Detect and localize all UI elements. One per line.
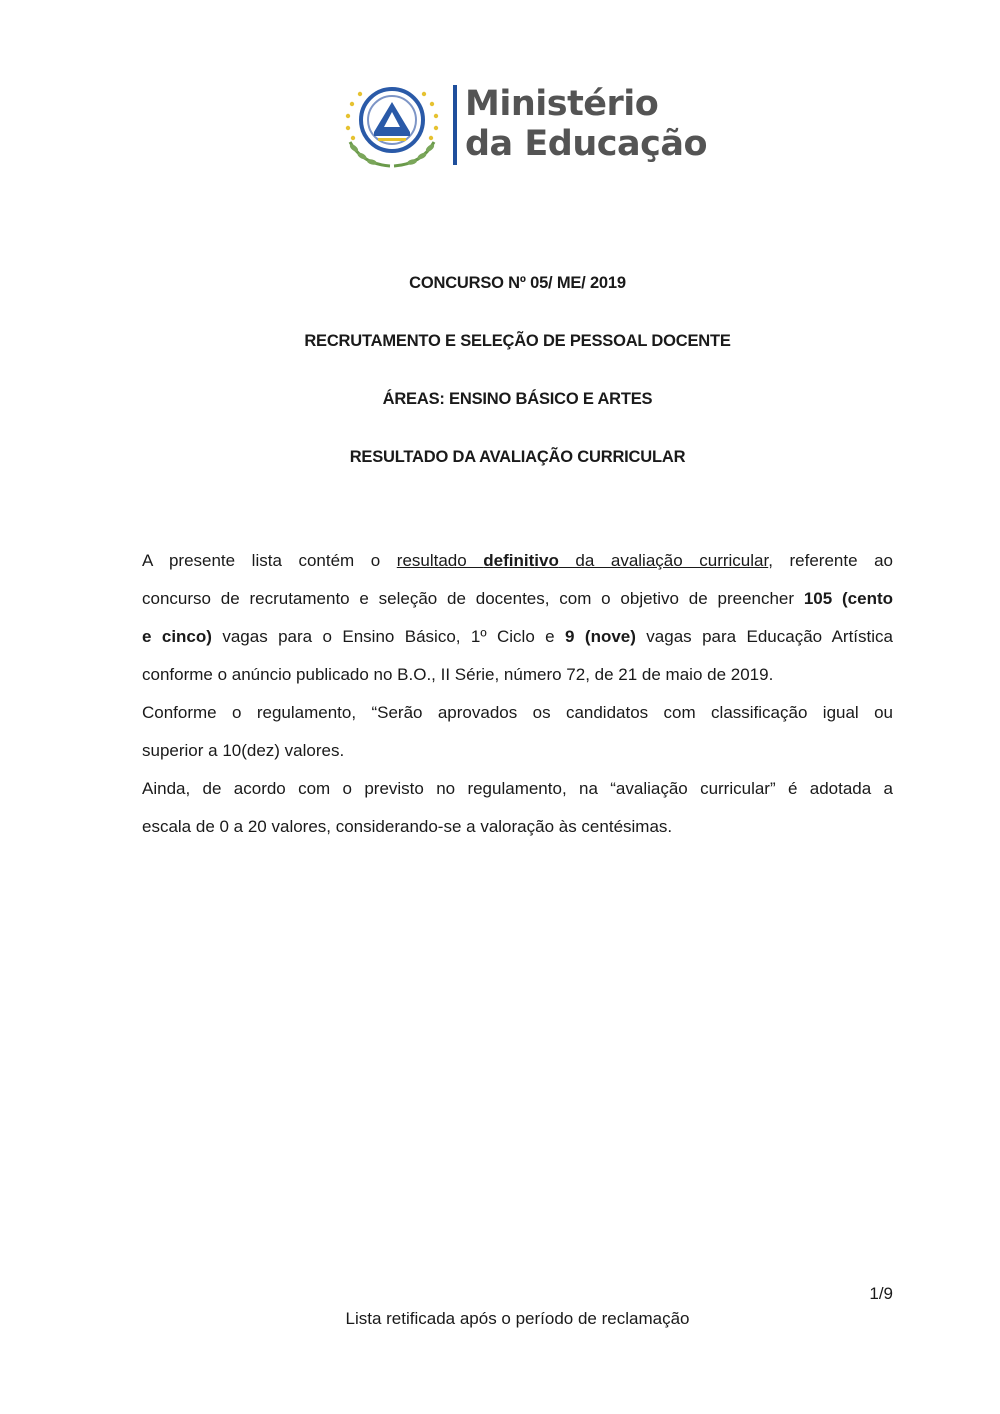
paragraph-1-line-1 [142,542,893,580]
paragraph-1-line-4: conforme o anúncio publicado no B.O., II Série, número 72, de 21 de maio de 2019. [142,665,774,684]
paragraph-2-line-1: Conforme o regulamento, “Serão aprovados os candidatos com classificação igual ou [142,703,893,722]
resultado-heading: RESULTADO DA AVALIAÇÃO CURRICULAR [349,448,686,466]
logo-divider [453,85,457,165]
text-run: vagas para Educação Artística [635,627,893,646]
logo-line-1: Ministério [465,84,659,124]
vacancies-count-bold: e cinco) [142,627,212,646]
paragraph-3-line-2: escala de 0 a 20 valores, considerando-se a valoração às centésimas. [142,817,673,836]
logo-line-2: da Educação [465,124,708,164]
underlined-text: resultado [396,551,484,570]
paragraph-3-line-1: Ainda, de acordo com o previsto no regulamento, na “avaliação curricular” é adotada a [142,779,893,798]
ministry-logo [340,82,708,170]
page-number: 1/9 [869,1284,893,1303]
text-run: vagas para o Ensino Básico, 1º Ciclo e [211,627,566,646]
national-emblem-icon [340,82,444,170]
text-run: , referente ao [768,551,893,570]
paragraph-1-line-2 [142,580,893,618]
areas-heading: ÁREAS: ENSINO BÁSICO E ARTES [382,390,653,408]
underlined-text: da avaliação curricular [558,551,769,570]
concurso-heading: CONCURSO Nº 05/ ME/ 2019 [409,274,626,292]
paragraph-1-line-3 [142,618,893,656]
paragraph-2-line-2: superior a 10(dez) valores. [142,741,345,760]
definitivo-bold: definitivo [483,551,559,570]
text-run: concurso de recrutamento e seleção de docentes, com o objetivo de preencher [142,589,804,608]
footer-note: Lista retificada após o período de reclamação [345,1309,690,1328]
logo-wordmark [465,84,707,164]
text-run: A presente lista contém o [142,551,397,570]
vacancies-count-bold: 105 (cento [803,589,893,608]
body-text [142,542,893,846]
recrutamento-heading: RECRUTAMENTO E SELEÇÃO DE PESSOAL DOCENTE [304,332,731,350]
art-vacancies-bold: 9 (nove) [565,627,636,646]
